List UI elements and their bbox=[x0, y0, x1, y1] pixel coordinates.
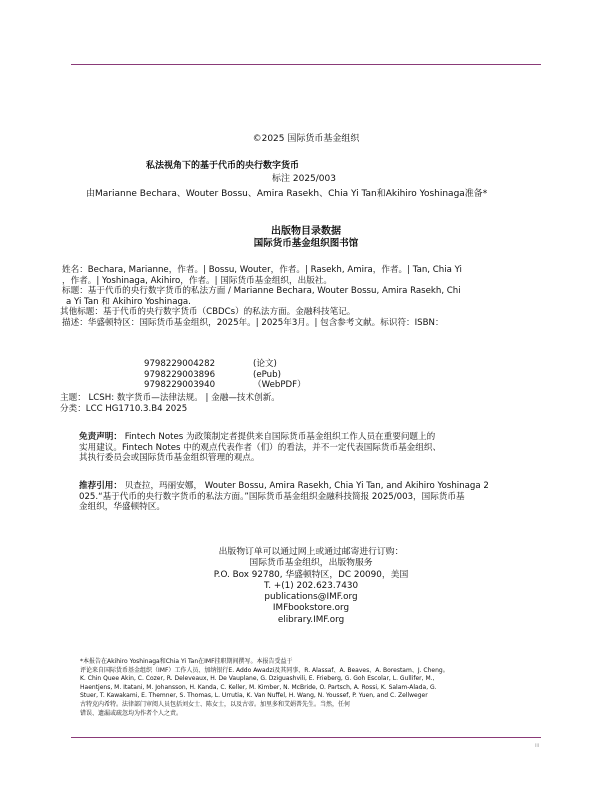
disclaimer-text: 其执行委员会或国际货币基金组织管理的观点。 bbox=[79, 453, 260, 464]
order-line: 出版物订单可以通过网上或通过邮寄进行订购： bbox=[218, 547, 404, 557]
citation-text: 金组织，华盛顿特区。 bbox=[79, 502, 165, 513]
isbn-row bbox=[144, 359, 444, 370]
order-email-link[interactable]: publications@IMF.org bbox=[264, 592, 358, 603]
cip-line: 姓名：Bechara, Marianne，作者。| Bossu, Wouter，作者。| Rasekh, Amira，作者。| Tan, Chia Yi bbox=[62, 265, 462, 275]
footnote-line: Haentjens, M. Itatani, M. Johansson, H. Kanda, C. Keller, M. Kimber, N. McBride, O. Partsch, A. Rossi, K. Salam-Alada, G. bbox=[80, 683, 437, 691]
isbn-list bbox=[144, 359, 444, 391]
footnote-block bbox=[80, 658, 550, 718]
footnote-line: K. Chin Quee Akin, C. Cozer, R. Deleveaux, H. De Vauplane, G. Dziguashvili, E. Frieberg, G. Goh Escolar, L. Gullifer, M., bbox=[80, 675, 435, 683]
isbn-format: (ePub) bbox=[253, 369, 281, 380]
citation-block bbox=[79, 481, 567, 513]
isbn-row bbox=[144, 370, 444, 381]
citation-text: 贝查拉，玛丽安娜， Wouter Bossu, Amira Rasekh, Chia Yi Tan, and Akihiro Yoshinaga 2 bbox=[121, 481, 489, 491]
order-line: T. +(1) 202.623.7430 bbox=[263, 580, 359, 591]
footnote-line: 古特克内希特。法律部门审阅人员包括刘女士、陈女士，以及古帝。加里多和艾娟普先生。当然，任何 bbox=[80, 700, 351, 708]
cip-line: 标题：基于代币的央行数字货币的私法方面 / Marianne Bechara, Wouter Bossu, Amira Rasekh, Chi bbox=[62, 286, 461, 297]
page-number: iii bbox=[535, 743, 540, 749]
copyright: ©2025 国际货币基金组织 bbox=[252, 134, 360, 144]
footnote-line: Stuer, T. Kawakami, E. Themner, S. Thomas, L. Urrutia, K. Van Nuffel, H. Wang, N. Youssef, P. Yuen, and C. Zellweger bbox=[80, 692, 428, 700]
isbn-number: 9798229003896 bbox=[144, 369, 216, 380]
subject-block bbox=[60, 393, 548, 414]
disclaimer-text: 实用建议。Fintech Notes 中的观点代表作者（们）的看法，并不一定代表国际货币基金组织、 bbox=[79, 442, 442, 453]
note-number: 标注 2025/003 bbox=[272, 174, 336, 184]
isbn-row bbox=[144, 380, 444, 391]
disclaimer-block bbox=[79, 432, 567, 464]
citation-text: 025.“基于代币的央行数字货币的私法方面。”国际货币基金组织金融科技简报 2025/003，国际货币基 bbox=[79, 491, 465, 502]
isbn-format: （WebPDF） bbox=[253, 380, 306, 391]
footnote-line: 错误、遗漏或疏忽均为作者个人之责。 bbox=[80, 709, 183, 717]
isbn-number: 9798229003940 bbox=[144, 380, 216, 391]
footnote-line: *本报告在Akihiro Yoshinaga和Chia Yi Tan在IMF挂职期间撰写。本报告受益于 bbox=[80, 658, 293, 665]
cip-subheading: 国际货币基金组织图书馆 bbox=[253, 238, 359, 249]
cip-line: 描述：华盛顿特区：国际货币基金组织，2025年。| 2025年3月。| 包含参考文献。标识符：ISBN： bbox=[62, 317, 444, 328]
order-block bbox=[146, 547, 476, 626]
disclaimer-text: Fintech Notes 为政策制定者提供来自国际货币基金组织工作人员在重要问题上的 bbox=[121, 432, 436, 442]
order-line: 国际货币基金组织，出版物服务 bbox=[249, 558, 373, 569]
footnote-line: 评论来自国际货币基金组织（IMF）工作人员、加纳银行E. Addo Awadzi及其同事、R. Alassaf、A. Beaves、A. Borestam、J. Cheng。 bbox=[80, 666, 449, 674]
isbn-number: 9798229004282 bbox=[144, 359, 216, 369]
cip-block bbox=[62, 265, 550, 329]
bottom-rule bbox=[71, 737, 541, 738]
order-line: P.O. Box 92780, 华盛顿特区，DC 20090，美国 bbox=[213, 569, 409, 580]
cip-line: ，作者。| Yoshinaga, Akihiro，作者。| 国际货币基金组织，出版社。 bbox=[62, 275, 332, 286]
citation-label: 推荐引用： bbox=[79, 481, 122, 491]
isbn-format: (论文) bbox=[253, 359, 277, 369]
authors-line: 由Marianne Bechara、Wouter Bossu、Amira Rasekh、Chia Yi Tan和Akihiro Yoshinaga准备* bbox=[86, 189, 488, 199]
subject-line: 主题： LCSH: 数字货币—法律法规。 | 金融—技术创新。 bbox=[60, 393, 280, 403]
page-title: 私法视角下的基于代币的央行数字货币 bbox=[146, 161, 300, 171]
cip-line: 其他标题：基于代币的央行数字货币（CBDCs）的私法方面。金融科技笔记。 bbox=[60, 307, 356, 318]
cip-line: a Yi Tan 和 Akihiro Yoshinaga. bbox=[66, 296, 191, 307]
disclaimer-label: 免责声明： bbox=[79, 432, 122, 442]
classification-line: 分类：LCC HG1710.3.B4 2025 bbox=[60, 403, 188, 414]
cip-heading: 出版物目录数据 bbox=[271, 226, 341, 237]
order-elibrary-link[interactable]: elibrary.IMF.org bbox=[277, 614, 345, 625]
top-rule bbox=[71, 64, 541, 65]
order-bookstore-link[interactable]: IMFbookstore.org bbox=[272, 603, 350, 614]
